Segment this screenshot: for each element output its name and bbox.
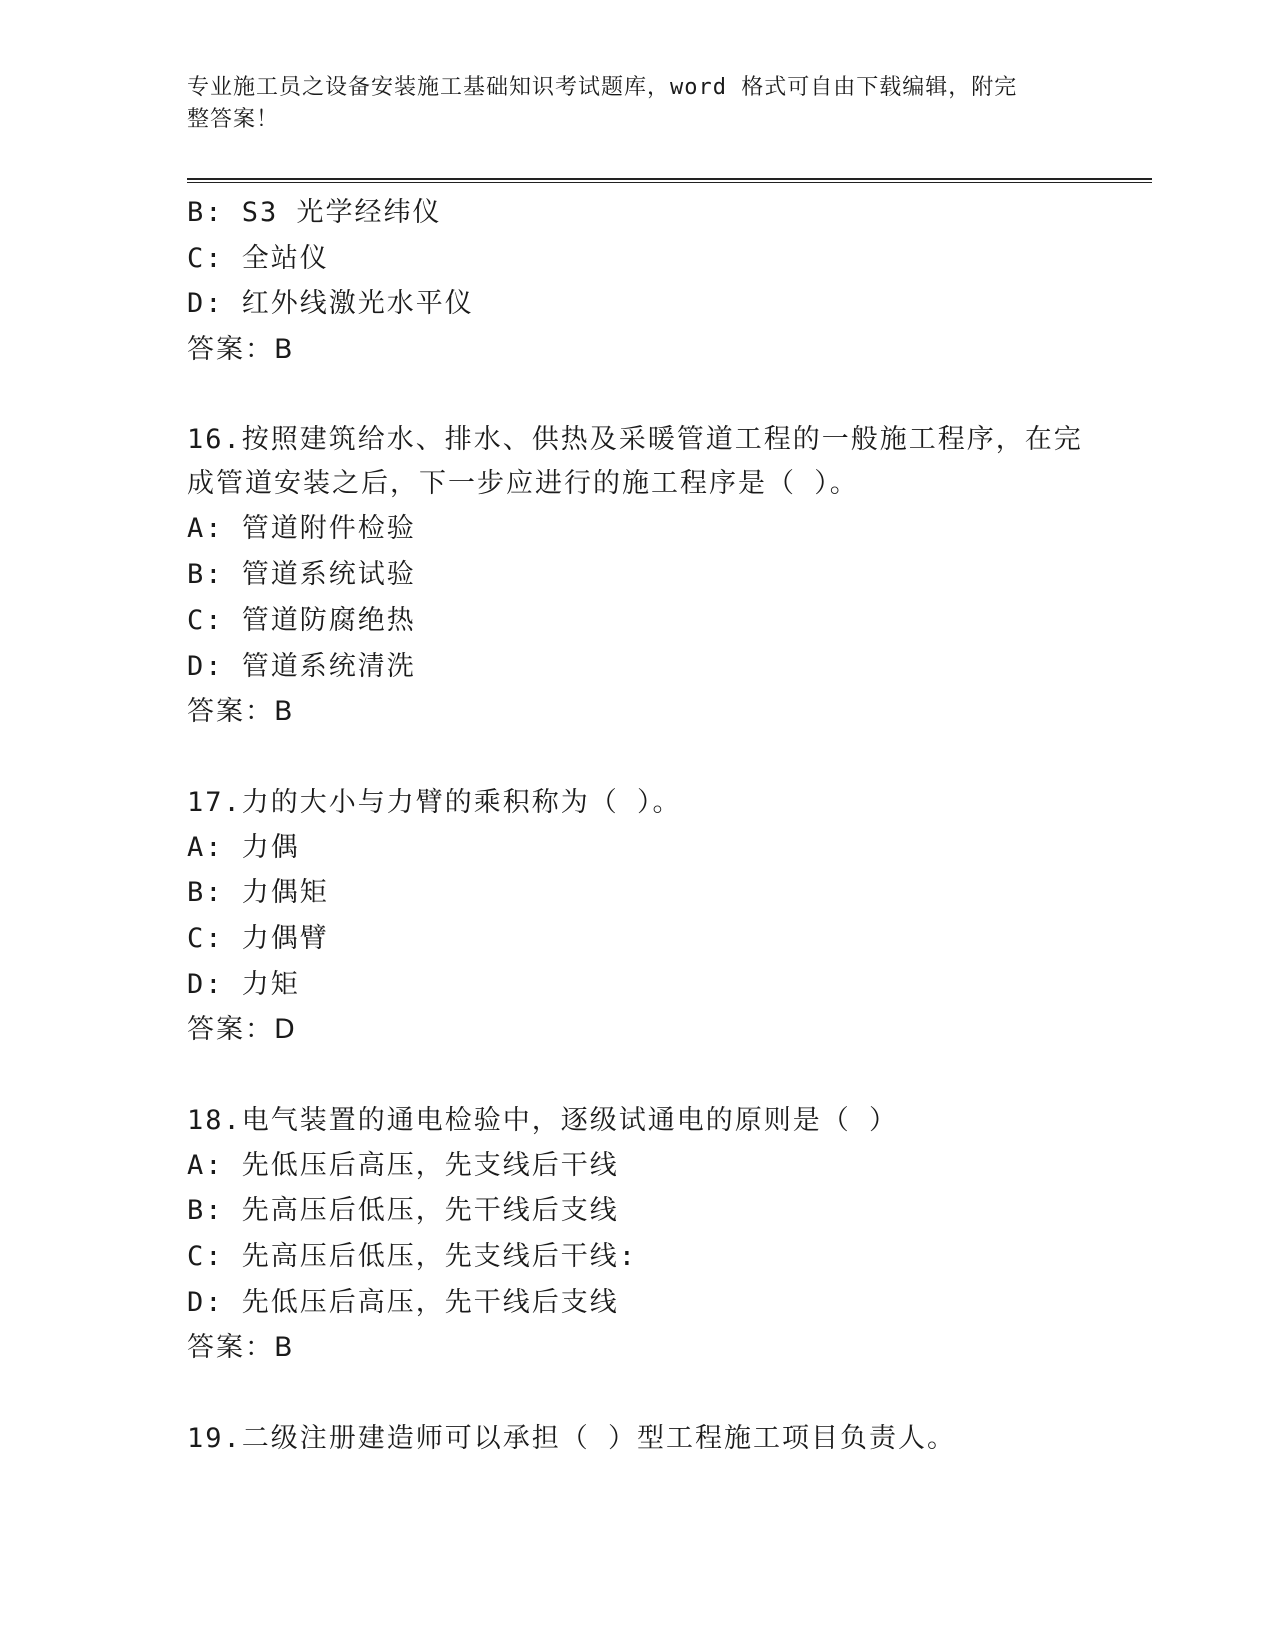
option-c: C: 全站仪 [187,242,329,274]
question-stem-line: 18.电气装置的通电检验中，逐级试通电的原则是（ ） [187,1104,899,1136]
header-line-2: 整答案！ [187,107,280,132]
header-divider [187,178,1152,180]
question-stem-line: 19.二级注册建造师可以承担（ ）型工程施工项目负责人。 [187,1422,957,1454]
answer: 答案：D [187,1014,297,1046]
question-15-partial [187,190,1087,373]
question-list [187,190,1087,1461]
header-line-1: 专业施工员之设备安装施工基础知识考试题库，word 格式可自由下载编辑，附完 [187,75,1018,100]
option-a: A: 先低压后高压，先支线后干线 [187,1149,619,1181]
option-d: D: 红外线激光水平仪 [187,288,474,320]
answer: 答案：B [187,334,295,366]
option-c: C: 管道防腐绝热 [187,604,416,636]
option-c: C: 力偶臂 [187,922,329,954]
header-divider-thin [187,182,1152,183]
option-b: B: 先高压后低压，先干线后支线 [187,1195,619,1227]
option-d: D: 管道系统清洗 [187,650,416,682]
question-stem-line: 成管道安装之后，下一步应进行的施工程序是（ ）。 [187,468,859,500]
question-19 [187,1417,1087,1461]
answer: 答案：B [187,1332,295,1364]
question-stem-line: 17.力的大小与力臂的乘积称为（ ）。 [187,786,682,818]
option-d: D: 力矩 [187,968,300,1000]
option-a: A: 管道附件检验 [187,513,416,545]
answer: 答案：B [187,696,295,728]
question-16 [187,418,1087,734]
option-c: C: 先高压后低压，先支线后干线: [187,1241,638,1273]
question-stem-line: 16.按照建筑给水、排水、供热及采暖管道工程的一般施工程序，在完 [187,424,1083,456]
option-b: B: S3 光学经纬仪 [187,197,442,228]
option-a: A: 力偶 [187,831,300,863]
question-17 [187,781,1087,1053]
question-18 [187,1099,1087,1371]
document-header [187,72,1067,136]
option-d: D: 先低压后高压，先干线后支线 [187,1286,619,1318]
option-b: B: 管道系统试验 [187,559,416,591]
option-b: B: 力偶矩 [187,877,329,909]
